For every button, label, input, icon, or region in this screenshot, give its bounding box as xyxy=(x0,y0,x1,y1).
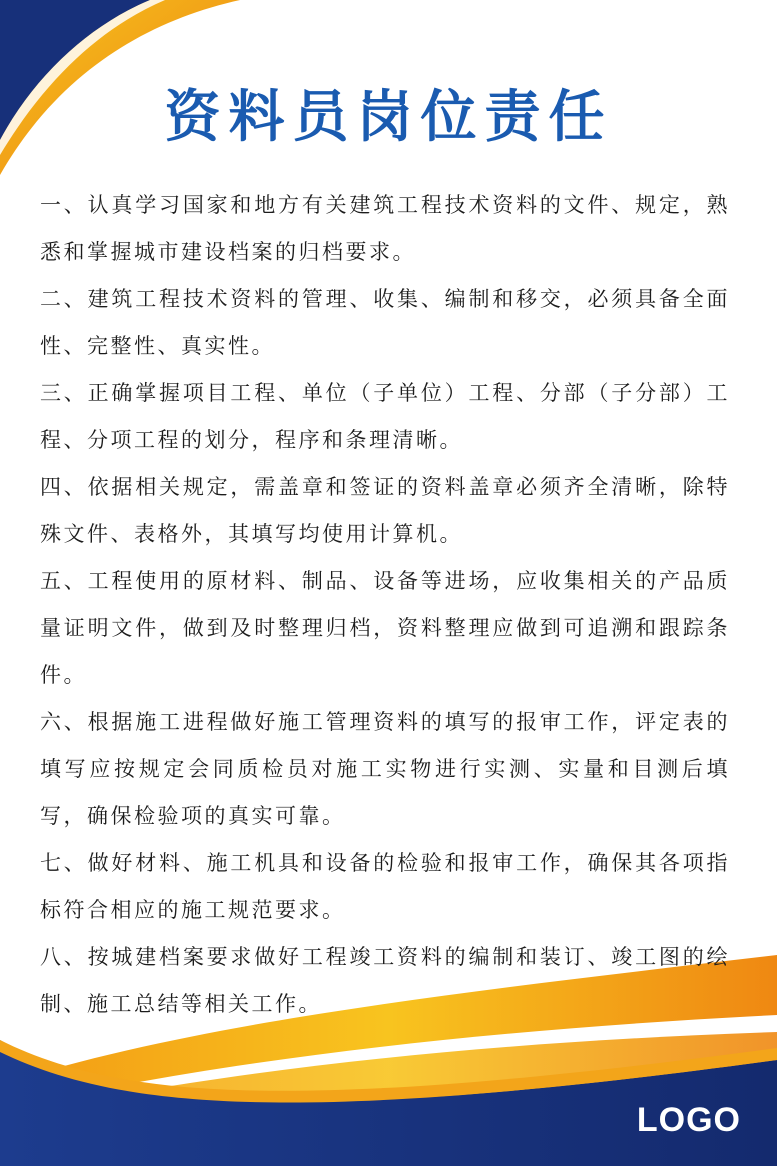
list-item: 四、依据相关规定，需盖章和签证的资料盖章必须齐全清晰，除特殊文件、表格外，其填写均使用计算机。 xyxy=(40,475,730,546)
list-item: 六、根据施工进程做好施工管理资料的填写的报审工作，评定表的填写应按规定会同质检员对施工实物进行实测、实量和目测后填写，确保检验项的真实可靠。 xyxy=(40,710,730,828)
responsibility-list xyxy=(40,182,730,1028)
list-item: 八、按城建档案要求做好工程竣工资料的编制和装订、竣工图的绘制、施工总结等相关工作。 xyxy=(40,945,730,1016)
list-item: 五、工程使用的原材料、制品、设备等进场，应收集相关的产品质量证明文件，做到及时整理归档，资料整理应做到可追溯和跟踪条件。 xyxy=(40,569,730,687)
list-item: 三、正确掌握项目工程、单位（子单位）工程、分部（子分部）工程、分项工程的划分，程序和条理清晰。 xyxy=(40,381,730,452)
list-item: 七、做好材料、施工机具和设备的检验和报审工作，确保其各项指标符合相应的施工规范要求。 xyxy=(40,851,730,922)
page-title: 资料员岗位责任 xyxy=(164,85,613,150)
logo: LOGO xyxy=(636,1101,741,1139)
list-item: 一、认真学习国家和地方有关建筑工程技术资料的文件、规定，熟悉和掌握城市建设档案的归档要求。 xyxy=(40,193,730,264)
list-item: 二、建筑工程技术资料的管理、收集、编制和移交，必须具备全面性、完整性、真实性。 xyxy=(40,287,730,358)
